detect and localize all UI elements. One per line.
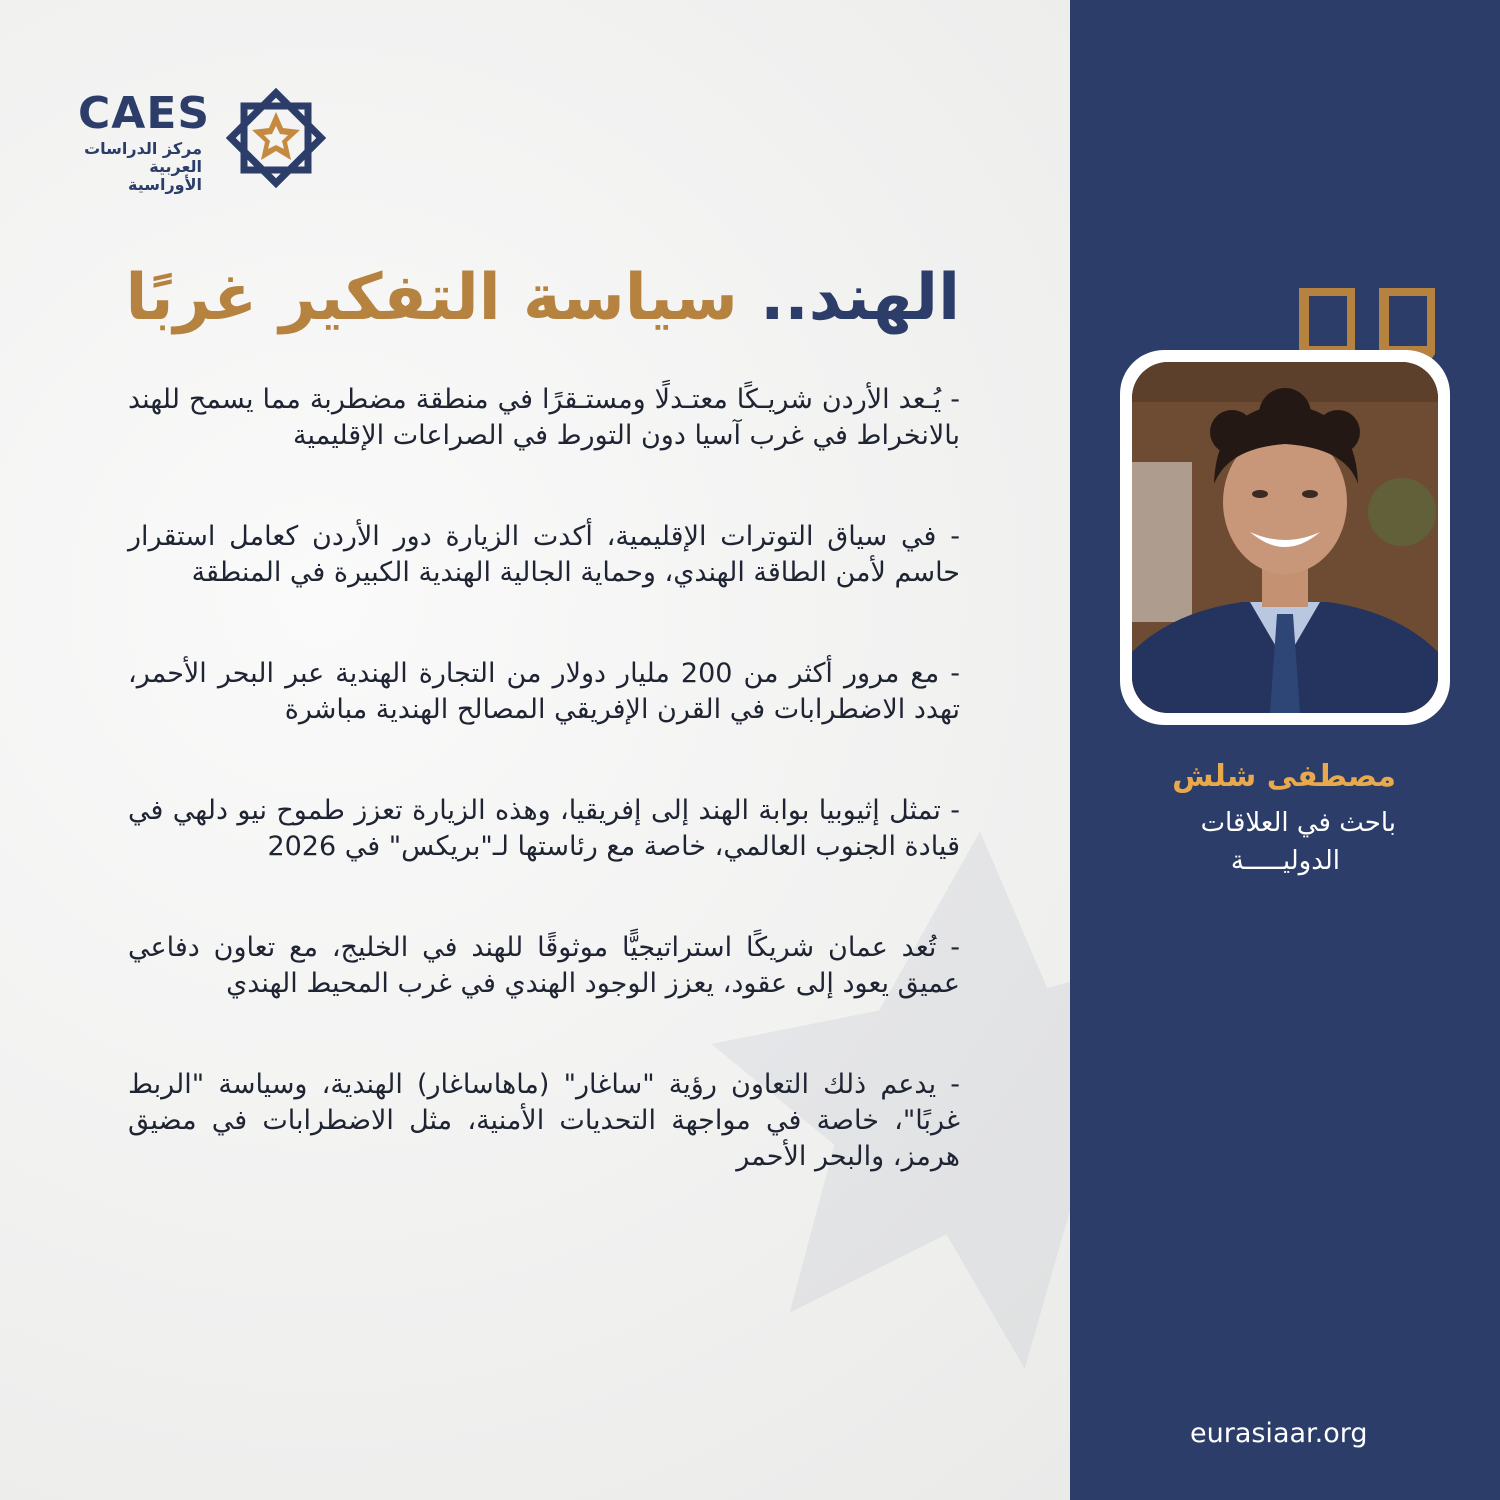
- bullet-paragraph: - في سياق التوترات الإقليمية، أكدت الزيارة دور الأردن كعامل استقرار حاسم لأمن الطاقة الهندي، وحماية الجالية الهندية الكبيرة في المنطقة: [128, 521, 960, 588]
- author-photo-frame: [1120, 350, 1450, 725]
- bullet-list: [128, 382, 960, 1240]
- author-photo: [1132, 362, 1438, 713]
- website-url[interactable]: eurasiaar.org: [1190, 1418, 1368, 1449]
- bullet-paragraph: - تمثل إثيوبيا بوابة الهند إلى إفريقيا، وهذه الزيارة تعزز طموح نيو دلهي في قيادة الجنوب العالمي، خاصة مع رئاستها لـ"بريكس" في 2026: [128, 795, 960, 862]
- headline: [100, 258, 960, 338]
- bullet-paragraph: - يدعم ذلك التعاون رؤية "ساغار" (ماهاساغار) الهندية، وسياسة "الربط غربًا"، خاصة في مواجهة التحديات الأمنية، مثل الاضطرابات في مضيق هرمز، والبحر الأحمر: [128, 1069, 960, 1172]
- author-sidebar: [1070, 0, 1500, 1500]
- bullet-paragraph: - مع مرور أكثر من 200 مليار دولار من التجارة الهندية عبر البحر الأحمر، تهدد الاضطرابات في القرن الإفريقي المصالح الهندية مباشرة: [128, 658, 961, 725]
- bullet-paragraph: - يُـعد الأردن شريـكًا معتـدلًا ومستـقرًا في منطقة مضطربة مما يسمح للهند بالانخراط في غرب آسيا دون التورط في الصراعات الإقليمية: [128, 384, 960, 451]
- star-emblem-icon: [216, 88, 336, 188]
- portrait-illustration: [1132, 362, 1438, 713]
- author-name: مصطفى شلش: [1172, 759, 1396, 794]
- logo-name-line-2: العربية الأوراسية: [127, 157, 202, 194]
- logo-name-line-1: مركز الدراسات: [84, 139, 202, 158]
- headline-part-1: الهند..: [760, 261, 960, 335]
- logo-abbreviation: CAES: [78, 88, 211, 139]
- bullet-paragraph: - تُعد عمان شريكًا استراتيجيًّا موثوقًا للهند في الخليج، مع تعاون دفاعي عميق يعود إلى عقود، يعزز الوجود الهندي في غرب المحيط الهندي: [128, 932, 960, 999]
- author-role-line-2: الدوليـــــة: [1230, 846, 1340, 876]
- caes-logo: [78, 88, 348, 194]
- headline-part-2: سياسة التفكير غربًا: [125, 261, 738, 335]
- author-role-line-1: باحث في العلاقات: [1200, 808, 1396, 838]
